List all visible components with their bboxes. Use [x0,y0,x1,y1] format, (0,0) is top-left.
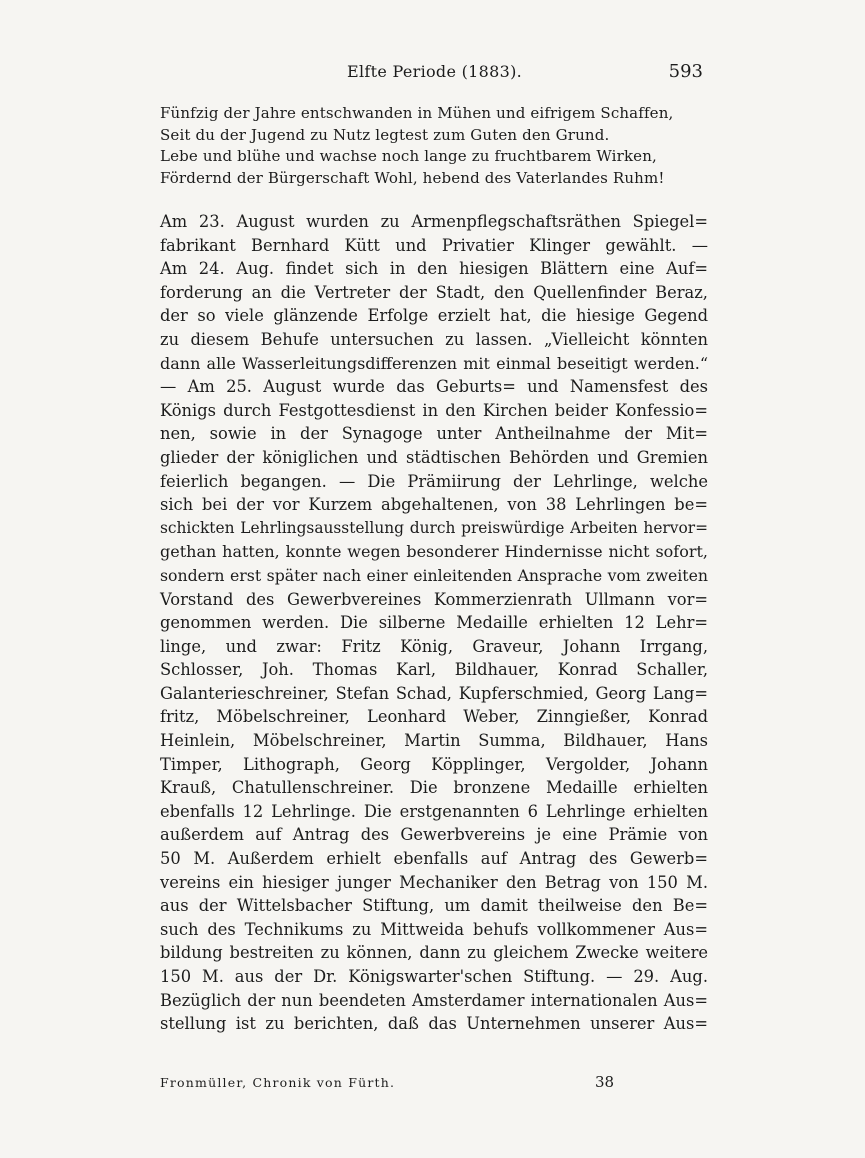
running-title: Elfte Periode (1883). [347,62,523,81]
body-line: Königs durch Festgottesdienst in den Kirchen beider Konfessio= [160,400,708,420]
body-line: Vorstand des Gewerbvereines Kommerzienrath Ullmann vor= [160,589,708,609]
body-line: fabrikant Bernhard Kütt und Privatier Klinger gewählt. — [160,235,708,255]
body-line: Am 24. Aug. findet sich in den hiesigen Blättern eine Auf= [160,259,708,279]
body-line: aus der Wittelsbacher Stiftung, um damit theilweise den Be= [160,896,708,916]
poem-verse [160,103,708,189]
body-line: fritz, Möbelschreiner, Leonhard Weber, Zinngießer, Konrad [160,707,708,727]
body-line: linge, und zwar: Fritz König, Graveur, Johann Irrgang, [160,636,708,656]
body-line: Krauß, Chatullenschreiner. Die bronzene Medaille erhielten [160,778,708,798]
page-header [160,62,705,88]
body-line: — Am 25. August wurde das Geburts= und Namensfest des [160,377,708,397]
body-line: zu diesem Behufe untersuchen zu lassen. „Vielleicht könnten [160,329,708,349]
signature-mark: 38 [595,1073,615,1091]
body-line: nen, sowie in der Synagoge unter Antheilnahme der Mit= [160,424,708,444]
body-line: such des Technikums zu Mittweida behufs vollkommener Aus= [160,919,708,939]
body-line: außerdem auf Antrag des Gewerbvereins je eine Prämie von [160,825,708,845]
body-line: bildung bestreiten zu können, dann zu gleichem Zwecke weitere [160,943,708,963]
body-line: ebenfalls 12 Lehrlinge. Die erstgenannten 6 Lehrlinge erhielten [160,801,708,821]
page-number: 593 [668,61,703,82]
body-line: genommen werden. Die silberne Medaille erhielten 12 Lehr= [160,613,708,633]
body-line: Schlosser, Joh. Thomas Karl, Bildhauer, Konrad Schaller, [160,660,708,680]
body-line: sich bei der vor Kurzem abgehaltenen, von 38 Lehrlingen be= [160,495,708,515]
body-line: 150 M. aus der Dr. Königswarter'schen Stiftung. — 29. Aug. [160,967,708,986]
verse-line: Lebe und blühe und wachse noch lange zu fruchtbarem Wirken, [160,147,657,165]
body-line: dann alle Wasserleitungsdifferenzen mit einmal beseitigt werden.“ [160,353,708,373]
body-line: schickten Lehrlingsausstellung durch preiswürdige Arbeiten hervor= [160,518,708,537]
body-line: vereins ein hiesiger junger Mechaniker den Betrag von 150 M. [160,872,708,892]
body-line: Timper, Lithograph, Georg Köpplinger, Vergolder, Johann [160,754,708,774]
verse-line: Fünfzig der Jahre entschwanden in Mühen und eifrigem Schaffen, [160,104,674,122]
body-line: gethan hatten, konnte wegen besonderer Hindernisse nicht sofort, [160,542,708,562]
body-line: forderung an die Vertreter der Stadt, den Quellenfinder Beraz, [160,282,708,302]
body-line: glieder der königlichen und städtischen Behörden und Gremien [160,447,708,467]
body-line: der so viele glänzende Erfolge erzielt hat, die hiesige Gegend [160,306,708,326]
body-line: stellung ist zu berichten, daß das Unternehmen unserer Aus= [160,1014,708,1034]
footer-credit: Fronmüller, Chronik von Fürth. [160,1075,396,1090]
body-line: feierlich begangen. — Die Prämiirung der Lehrlinge, welche [160,471,708,491]
body-line: Bezüglich der nun beendeten Amsterdamer internationalen Aus= [160,990,708,1010]
body-line: Am 23. August wurden zu Armenpflegschaftsräthen Spiegel= [160,212,708,231]
body-line: Heinlein, Möbelschreiner, Martin Summa, Bildhauer, Hans [160,731,708,751]
body-text [160,210,708,1036]
body-line: sondern erst später nach einer einleitenden Ansprache vom zweiten [160,565,708,585]
verse-line: Fördernd der Bürgerschaft Wohl, hebend des Vaterlandes Ruhm! [160,168,665,187]
body-line: 50 M. Außerdem erhielt ebenfalls auf Antrag des Gewerb= [160,849,708,869]
body-line: Galanterieschreiner, Stefan Schad, Kupferschmied, Georg Lang= [160,683,708,703]
verse-line: Seit du der Jugend zu Nutz legtest zum Guten den Grund. [160,125,610,144]
page-footer [160,1075,705,1097]
